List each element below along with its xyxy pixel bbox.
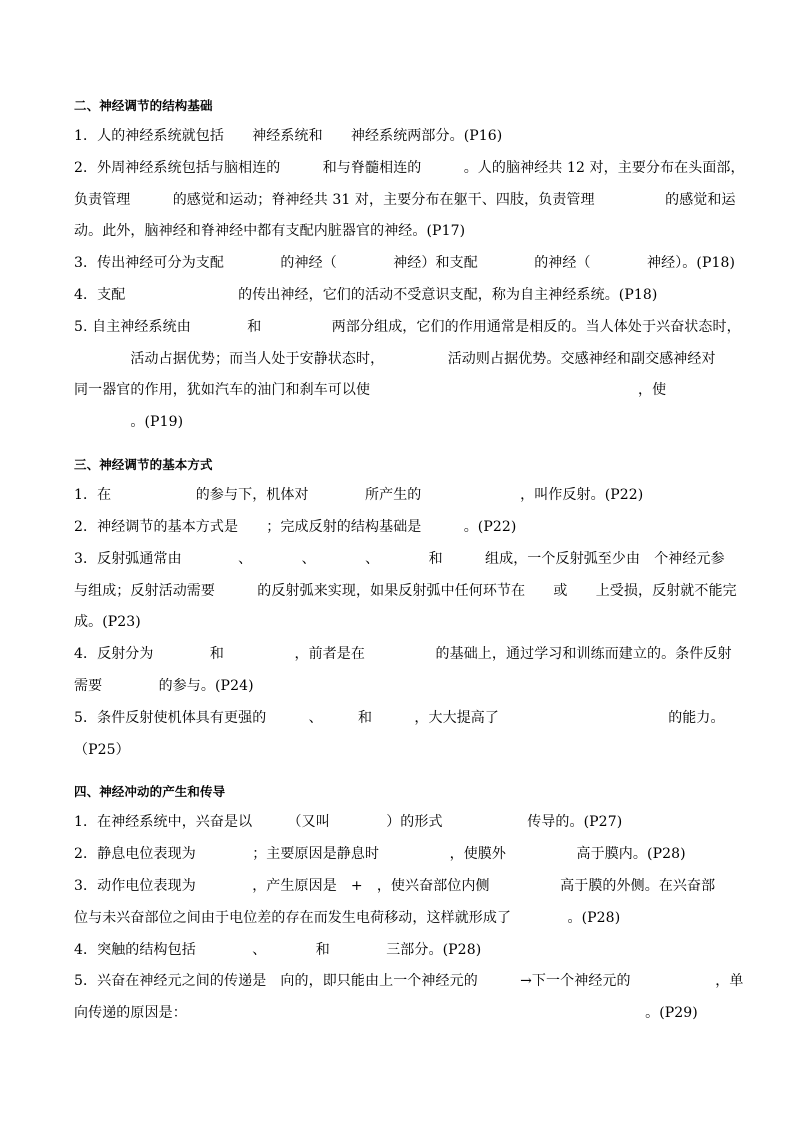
question-line: （P25）	[74, 742, 130, 758]
question-line: 4．突触的结构包括 、 和 三部分。(P28)	[74, 942, 482, 958]
question-line: 3．动作电位表现为 ，产生原因是 + ，使兴奋部位内侧 高于膜的外侧。在兴奋部	[74, 878, 716, 894]
question-line: 需要 的参与。(P24)	[74, 678, 254, 694]
question-line: 1．在神经系统中，兴奋是以 （又叫 ）的形式 传导的。(P27)	[74, 814, 623, 830]
question-line: 3．反射弧通常由 、 、 、 和 组成，一个反射弧至少由 个神经元参	[74, 551, 725, 567]
question-line: 5．兴奋在神经元之间的传递是 向的，即只能由上一个神经元的 →下一个神经元的 ，单	[74, 973, 744, 989]
question-line: 1．人的神经系统就包括 神经系统和 神经系统两部分。(P16)	[74, 128, 503, 144]
section-heading: 三、神经调节的基本方式	[74, 457, 213, 472]
question-line: 动。此外，脑神经和脊神经中都有支配内脏器官的神经。(P17)	[74, 223, 466, 239]
question-line: 2．神经调节的基本方式是 ；完成反射的结构基础是 。(P22)	[74, 519, 517, 535]
question-line: 2．外周神经系统包括与脑相连的 和与脊髓相连的 。人的脑神经共 12 对，主要分布在头面部，	[74, 160, 745, 176]
question-line: 同一器官的作用，犹如汽车的油门和刹车可以使 ，使	[74, 382, 667, 398]
question-line: 。(P19)	[74, 414, 184, 430]
question-line: 向传递的原因是： 。(P29)	[74, 1005, 698, 1021]
question-line: 5. 自主神经系统由 和 两部分组成，它们的作用通常是相反的。当人体处于兴奋状态时，	[74, 319, 741, 335]
section-heading: 四、神经冲动的产生和传导	[74, 784, 226, 799]
question-line: 成。(P23)	[74, 614, 141, 630]
question-line: 4．支配 的传出神经，它们的活动不受意识支配，称为自主神经系统。(P18)	[74, 287, 658, 303]
question-line: 位与未兴奋部位之间由于电位差的存在而发生电荷移动，这样就形成了 。(P28)	[74, 910, 621, 926]
section-heading: 二、神经调节的结构基础	[74, 98, 213, 113]
question-line: 2．静息电位表现为 ；主要原因是静息时 ，使膜外 高于膜内。(P28)	[74, 846, 686, 862]
question-line: 活动占据优势；而当人处于安静状态时， 活动则占据优势。交感神经和副交感神经对	[74, 351, 716, 367]
question-line: 1．在 的参与下，机体对 所产生的 ，叫作反射。(P22)	[74, 487, 644, 503]
question-line: 3．传出神经可分为支配 的神经（ 神经）和支配 的神经（ 神经）。(P18)	[74, 255, 736, 271]
question-line: 5．条件反射使机体具有更强的 、 和 ，大大提高了 的能力。	[74, 710, 725, 726]
question-line: 与组成；反射活动需要 的反射弧来实现，如果反射弧中任何环节在 或 上受损，反射就不能完	[74, 583, 737, 599]
question-line: 4．反射分为 和 ，前者是在 的基础上，通过学习和训练而建立的。条件反射	[74, 646, 732, 662]
question-line: 负责管理 的感觉和运动；脊神经共 31 对，主要分布在躯干、四肢，负责管理 的感觉和运	[74, 192, 736, 208]
